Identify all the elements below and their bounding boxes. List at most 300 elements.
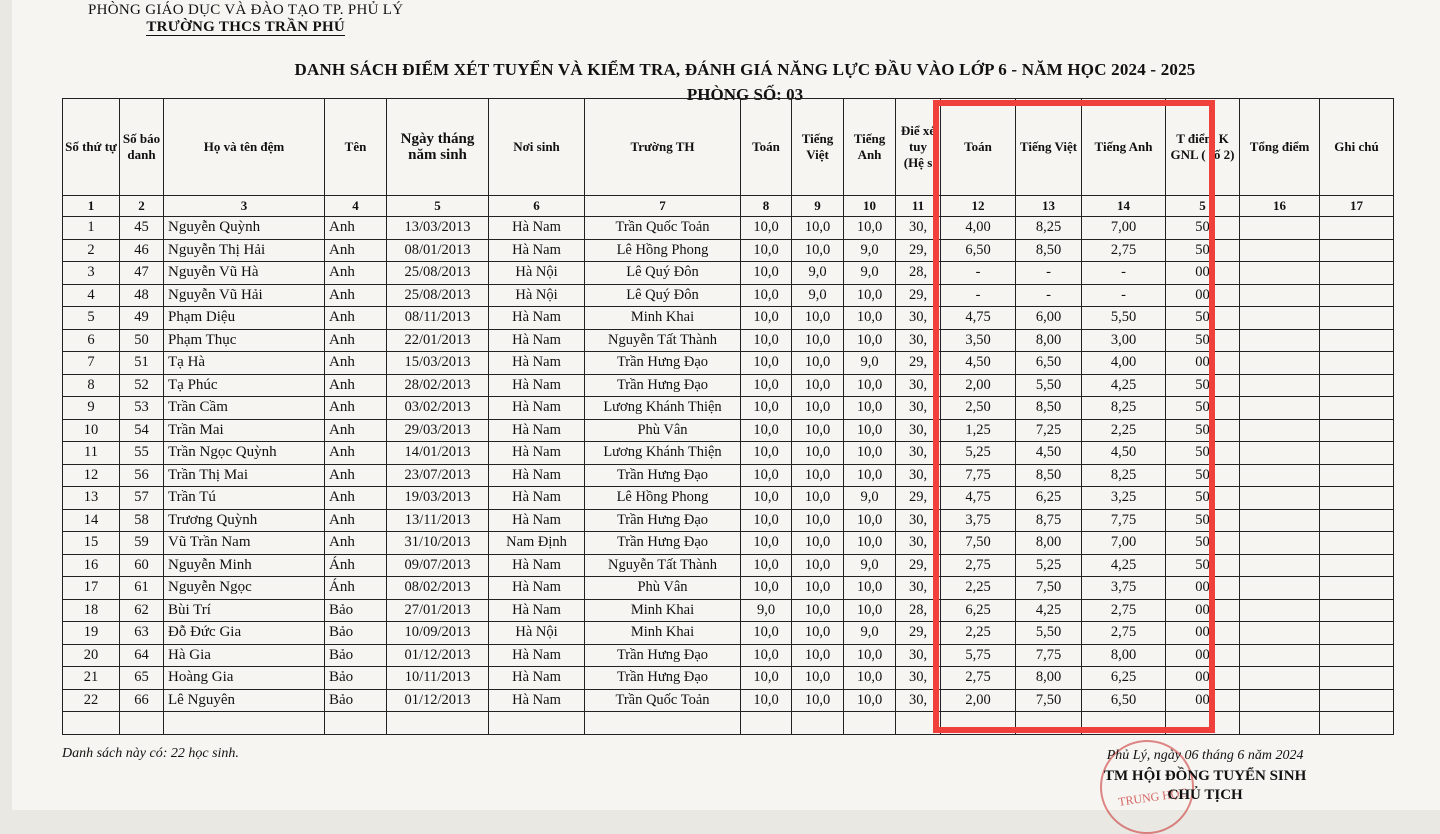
cell-ten: Anh (325, 352, 387, 375)
signature-block (1104, 748, 1306, 804)
table-row (63, 419, 1394, 442)
cell-ghi-chu (1320, 307, 1394, 330)
cell-tieng-anh: 10,0 (844, 667, 896, 690)
cell-ten: Anh (325, 374, 387, 397)
cell-sbd: 55 (120, 442, 164, 465)
cell-kt-tieng-viet: 8,00 (1016, 329, 1082, 352)
cell-diem-xet-tuyen: 29, (896, 487, 941, 510)
cell-tieng-viet: 10,0 (792, 397, 844, 420)
cell-truong-th: Nguyễn Tất Thành (585, 329, 741, 352)
cell-ghi-chu (1320, 622, 1394, 645)
cell-ngay-sinh: 23/07/2013 (387, 464, 489, 487)
cell-truong-th: Lê Hồng Phong (585, 239, 741, 262)
cell-ho-ten-dem: Nguyễn Vũ Hải (164, 284, 325, 307)
cell-ten: Bảo (325, 622, 387, 645)
blank-cell (1320, 712, 1394, 735)
column-number: 8 (741, 196, 792, 217)
cell-ghi-chu (1320, 599, 1394, 622)
cell-ho-ten-dem: Nguyễn Ngọc (164, 577, 325, 600)
cell-toan: 10,0 (741, 442, 792, 465)
cell-ten: Anh (325, 464, 387, 487)
cell-kt-toan: 4,50 (941, 352, 1016, 375)
cell-tieng-viet: 10,0 (792, 689, 844, 712)
cell-ten: Bảo (325, 689, 387, 712)
cell-ten: Anh (325, 239, 387, 262)
table-row (63, 667, 1394, 690)
cell-kt-toan: 6,25 (941, 599, 1016, 622)
cell-tong-diem (1240, 329, 1320, 352)
cell-sbd: 52 (120, 374, 164, 397)
cell-kt-tieng-anh: 7,75 (1082, 509, 1166, 532)
cell-ho-ten-dem: Nguyễn Vũ Hà (164, 262, 325, 285)
cell-tieng-anh: 10,0 (844, 644, 896, 667)
cell-noi-sinh: Hà Nam (489, 487, 585, 510)
cell-tong-diem-kt: 00 (1166, 352, 1240, 375)
cell-ghi-chu (1320, 239, 1394, 262)
cell-tong-diem (1240, 577, 1320, 600)
cell-tong-diem-kt: 50 (1166, 554, 1240, 577)
cell-kt-tieng-viet: 8,50 (1016, 239, 1082, 262)
cell-ten: Ánh (325, 554, 387, 577)
cell-kt-tieng-viet: 8,25 (1016, 217, 1082, 240)
cell-ho-ten-dem: Trần Mai (164, 419, 325, 442)
cell-diem-xet-tuyen: 30, (896, 667, 941, 690)
cell-sbd: 66 (120, 689, 164, 712)
cell-toan: 10,0 (741, 284, 792, 307)
cell-toan: 10,0 (741, 487, 792, 510)
cell-ngay-sinh: 28/02/2013 (387, 374, 489, 397)
cell-tong-diem (1240, 644, 1320, 667)
cell-noi-sinh: Hà Nam (489, 352, 585, 375)
cell-sbd: 65 (120, 667, 164, 690)
cell-tong-diem (1240, 554, 1320, 577)
cell-diem-xet-tuyen: 30, (896, 374, 941, 397)
cell-ghi-chu (1320, 374, 1394, 397)
blank-cell (1016, 712, 1082, 735)
cell-ten: Anh (325, 509, 387, 532)
cell-truong-th: Lương Khánh Thiện (585, 397, 741, 420)
table-row (63, 262, 1394, 285)
cell-tieng-anh: 10,0 (844, 374, 896, 397)
cell-stt: 20 (63, 644, 120, 667)
cell-toan: 10,0 (741, 689, 792, 712)
table-row (63, 217, 1394, 240)
cell-toan: 10,0 (741, 329, 792, 352)
cell-diem-xet-tuyen: 30, (896, 532, 941, 555)
school-name: TRƯỜNG THCS TRẦN PHÚ (146, 19, 346, 35)
cell-truong-th: Phù Vân (585, 577, 741, 600)
student-count-note: Danh sách này có: 22 học sinh. (62, 746, 239, 761)
cell-toan: 10,0 (741, 307, 792, 330)
cell-kt-toan: 2,75 (941, 554, 1016, 577)
cell-ho-ten-dem: Trần Cầm (164, 397, 325, 420)
cell-ho-ten-dem: Hà Gia (164, 644, 325, 667)
cell-ngay-sinh: 29/03/2013 (387, 419, 489, 442)
cell-ghi-chu (1320, 554, 1394, 577)
cell-truong-th: Trần Hưng Đạo (585, 509, 741, 532)
cell-truong-th: Trần Quốc Toản (585, 217, 741, 240)
cell-ten: Anh (325, 262, 387, 285)
cell-tong-diem-kt: 50 (1166, 239, 1240, 262)
cell-tieng-anh: 10,0 (844, 577, 896, 600)
cell-tong-diem-kt: 50 (1166, 217, 1240, 240)
cell-kt-tieng-anh: 8,25 (1082, 464, 1166, 487)
cell-ghi-chu (1320, 262, 1394, 285)
column-number: 2 (120, 196, 164, 217)
cell-tieng-anh: 10,0 (844, 329, 896, 352)
cell-truong-th: Minh Khai (585, 599, 741, 622)
column-number: 16 (1240, 196, 1320, 217)
cell-noi-sinh: Hà Nam (489, 667, 585, 690)
cell-kt-tieng-viet: 8,75 (1016, 509, 1082, 532)
cell-toan: 10,0 (741, 577, 792, 600)
cell-diem-xet-tuyen: 30, (896, 397, 941, 420)
cell-tong-diem-kt: 00 (1166, 622, 1240, 645)
department-name: PHÒNG GIÁO DỤC VÀ ĐÀO TẠO TP. PHỦ LÝ (88, 2, 404, 18)
cell-kt-tieng-anh: 4,50 (1082, 442, 1166, 465)
cell-kt-tieng-anh: 8,25 (1082, 397, 1166, 420)
column-number: 10 (844, 196, 896, 217)
cell-tong-diem (1240, 262, 1320, 285)
table-row (63, 329, 1394, 352)
cell-stt: 12 (63, 464, 120, 487)
table-row (63, 532, 1394, 555)
cell-truong-th: Lê Quý Đôn (585, 284, 741, 307)
table-row (63, 554, 1394, 577)
cell-tieng-viet: 10,0 (792, 464, 844, 487)
cell-tong-diem-kt: 50 (1166, 419, 1240, 442)
cell-tieng-anh: 10,0 (844, 509, 896, 532)
cell-ho-ten-dem: Trần Ngọc Quỳnh (164, 442, 325, 465)
cell-stt: 11 (63, 442, 120, 465)
col-header-diem-xet-tuyen: Điể xé tuy (Hệ s (896, 99, 941, 196)
cell-ngay-sinh: 25/08/2013 (387, 262, 489, 285)
table-row (63, 577, 1394, 600)
cell-kt-toan: 2,75 (941, 667, 1016, 690)
cell-tong-diem-kt: 50 (1166, 509, 1240, 532)
cell-toan: 10,0 (741, 644, 792, 667)
cell-stt: 21 (63, 667, 120, 690)
cell-ho-ten-dem: Tạ Hà (164, 352, 325, 375)
cell-diem-xet-tuyen: 28, (896, 262, 941, 285)
table-row (63, 442, 1394, 465)
col-header-sbd: Số báo danh (120, 99, 164, 196)
cell-tong-diem (1240, 532, 1320, 555)
cell-truong-th: Lê Quý Đôn (585, 262, 741, 285)
cell-kt-tieng-viet: 8,50 (1016, 464, 1082, 487)
cell-stt: 7 (63, 352, 120, 375)
cell-tong-diem (1240, 599, 1320, 622)
cell-ngay-sinh: 31/10/2013 (387, 532, 489, 555)
cell-noi-sinh: Hà Nội (489, 622, 585, 645)
cell-kt-toan: 2,50 (941, 397, 1016, 420)
cell-noi-sinh: Hà Nam (489, 374, 585, 397)
blank-cell (1082, 712, 1166, 735)
blank-cell (120, 712, 164, 735)
cell-tieng-anh: 10,0 (844, 284, 896, 307)
cell-tong-diem-kt: 50 (1166, 307, 1240, 330)
cell-kt-tieng-viet: 4,50 (1016, 442, 1082, 465)
column-number: 11 (896, 196, 941, 217)
cell-ten: Bảo (325, 599, 387, 622)
cell-ghi-chu (1320, 509, 1394, 532)
cell-kt-tieng-viet: 8,50 (1016, 397, 1082, 420)
cell-kt-tieng-viet: 8,00 (1016, 532, 1082, 555)
room-number: PHÒNG SỐ: 03 (686, 85, 804, 104)
col-header-tong-diem: Tổng điểm (1240, 99, 1320, 196)
cell-ten: Anh (325, 307, 387, 330)
col-header-ho-ten-dem: Họ và tên đệm (164, 99, 325, 196)
cell-kt-tieng-viet: 6,50 (1016, 352, 1082, 375)
cell-tong-diem (1240, 307, 1320, 330)
cell-kt-toan: 3,75 (941, 509, 1016, 532)
cell-kt-tieng-viet: 6,25 (1016, 487, 1082, 510)
table-row (63, 487, 1394, 510)
cell-ghi-chu (1320, 487, 1394, 510)
cell-kt-toan: 3,50 (941, 329, 1016, 352)
cell-tong-diem-kt: 00 (1166, 599, 1240, 622)
col-header-tieng-anh: Tiếng Anh (844, 99, 896, 196)
cell-tong-diem (1240, 352, 1320, 375)
cell-ghi-chu (1320, 464, 1394, 487)
cell-tieng-viet: 10,0 (792, 622, 844, 645)
cell-ngay-sinh: 19/03/2013 (387, 487, 489, 510)
cell-sbd: 56 (120, 464, 164, 487)
col-header-tieng-viet: Tiếng Việt (792, 99, 844, 196)
cell-tieng-viet: 10,0 (792, 442, 844, 465)
cell-stt: 6 (63, 329, 120, 352)
blank-cell (941, 712, 1016, 735)
cell-kt-tieng-anh: 3,25 (1082, 487, 1166, 510)
cell-tong-diem (1240, 239, 1320, 262)
table-row (63, 509, 1394, 532)
cell-kt-tieng-anh: 7,00 (1082, 217, 1166, 240)
cell-ngay-sinh: 01/12/2013 (387, 689, 489, 712)
score-table (62, 98, 1394, 735)
cell-sbd: 46 (120, 239, 164, 262)
cell-ho-ten-dem: Phạm Diệu (164, 307, 325, 330)
cell-tong-diem-kt: 50 (1166, 532, 1240, 555)
cell-stt: 15 (63, 532, 120, 555)
column-number: 1 (63, 196, 120, 217)
cell-ghi-chu (1320, 397, 1394, 420)
cell-tieng-viet: 10,0 (792, 307, 844, 330)
cell-ho-ten-dem: Nguyễn Quỳnh (164, 217, 325, 240)
cell-truong-th: Trần Hưng Đạo (585, 532, 741, 555)
cell-sbd: 63 (120, 622, 164, 645)
cell-ho-ten-dem: Trần Thị Mai (164, 464, 325, 487)
cell-kt-tieng-anh: - (1082, 284, 1166, 307)
cell-tong-diem (1240, 397, 1320, 420)
col-header-kt-tieng-anh: Tiếng Anh (1082, 99, 1166, 196)
cell-ngay-sinh: 08/01/2013 (387, 239, 489, 262)
column-number: 3 (164, 196, 325, 217)
cell-ho-ten-dem: Nguyễn Thị Hải (164, 239, 325, 262)
cell-ten: Anh (325, 329, 387, 352)
cell-sbd: 64 (120, 644, 164, 667)
cell-sbd: 54 (120, 419, 164, 442)
cell-toan: 10,0 (741, 374, 792, 397)
cell-kt-toan: - (941, 262, 1016, 285)
cell-toan: 10,0 (741, 239, 792, 262)
cell-kt-tieng-anh: 2,75 (1082, 622, 1166, 645)
cell-ten: Bảo (325, 667, 387, 690)
cell-ngay-sinh: 25/08/2013 (387, 284, 489, 307)
cell-toan: 10,0 (741, 667, 792, 690)
cell-ten: Ánh (325, 577, 387, 600)
cell-kt-tieng-anh: - (1082, 262, 1166, 285)
cell-sbd: 61 (120, 577, 164, 600)
cell-kt-tieng-anh: 4,25 (1082, 374, 1166, 397)
cell-ho-ten-dem: Vũ Trần Nam (164, 532, 325, 555)
cell-noi-sinh: Hà Nam (489, 442, 585, 465)
cell-toan: 9,0 (741, 599, 792, 622)
cell-tieng-anh: 10,0 (844, 532, 896, 555)
cell-toan: 10,0 (741, 419, 792, 442)
cell-tieng-viet: 10,0 (792, 239, 844, 262)
cell-stt: 2 (63, 239, 120, 262)
cell-diem-xet-tuyen: 29, (896, 622, 941, 645)
cell-kt-tieng-viet: 8,00 (1016, 667, 1082, 690)
cell-truong-th: Phù Vân (585, 419, 741, 442)
column-number: 12 (941, 196, 1016, 217)
cell-truong-th: Lương Khánh Thiện (585, 442, 741, 465)
cell-ngay-sinh: 22/01/2013 (387, 329, 489, 352)
cell-toan: 10,0 (741, 622, 792, 645)
cell-kt-tieng-anh: 8,00 (1082, 644, 1166, 667)
cell-tieng-viet: 10,0 (792, 352, 844, 375)
cell-sbd: 58 (120, 509, 164, 532)
column-number: 13 (1016, 196, 1082, 217)
cell-kt-tieng-viet: 7,50 (1016, 577, 1082, 600)
cell-tong-diem (1240, 374, 1320, 397)
cell-toan: 10,0 (741, 262, 792, 285)
cell-noi-sinh: Hà Nam (489, 554, 585, 577)
cell-stt: 3 (63, 262, 120, 285)
cell-kt-tieng-viet: 5,25 (1016, 554, 1082, 577)
score-table-body (63, 217, 1394, 735)
chair-title: CHỦ TỊCH (1167, 787, 1243, 803)
cell-ho-ten-dem: Trương Quỳnh (164, 509, 325, 532)
cell-ho-ten-dem: Nguyễn Minh (164, 554, 325, 577)
cell-ghi-chu (1320, 532, 1394, 555)
cell-kt-tieng-viet: 4,25 (1016, 599, 1082, 622)
cell-ho-ten-dem: Đỗ Đức Gia (164, 622, 325, 645)
table-row (63, 352, 1394, 375)
issuer-block (88, 2, 403, 36)
cell-ngay-sinh: 15/03/2013 (387, 352, 489, 375)
cell-kt-tieng-anh: 3,75 (1082, 577, 1166, 600)
cell-noi-sinh: Hà Nam (489, 329, 585, 352)
cell-tong-diem (1240, 284, 1320, 307)
cell-diem-xet-tuyen: 30, (896, 217, 941, 240)
blank-cell (63, 712, 120, 735)
cell-tieng-anh: 9,0 (844, 622, 896, 645)
cell-ghi-chu (1320, 352, 1394, 375)
cell-sbd: 50 (120, 329, 164, 352)
cell-kt-toan: 2,00 (941, 374, 1016, 397)
cell-ten: Anh (325, 442, 387, 465)
cell-ho-ten-dem: Bùi Trí (164, 599, 325, 622)
cell-ngay-sinh: 13/11/2013 (387, 509, 489, 532)
cell-ghi-chu (1320, 577, 1394, 600)
blank-cell (325, 712, 387, 735)
column-number: 7 (585, 196, 741, 217)
cell-toan: 10,0 (741, 397, 792, 420)
cell-ghi-chu (1320, 217, 1394, 240)
cell-tieng-anh: 10,0 (844, 599, 896, 622)
cell-kt-toan: 4,00 (941, 217, 1016, 240)
cell-diem-xet-tuyen: 30, (896, 442, 941, 465)
cell-stt: 19 (63, 622, 120, 645)
cell-sbd: 57 (120, 487, 164, 510)
cell-tieng-viet: 10,0 (792, 667, 844, 690)
cell-tieng-viet: 10,0 (792, 644, 844, 667)
cell-tong-diem-kt: 00 (1166, 262, 1240, 285)
cell-tieng-viet: 10,0 (792, 532, 844, 555)
cell-truong-th: Trần Hưng Đạo (585, 667, 741, 690)
cell-truong-th: Trần Hưng Đạo (585, 464, 741, 487)
col-header-ghi-chu: Ghi chú (1320, 99, 1394, 196)
cell-diem-xet-tuyen: 29, (896, 284, 941, 307)
table-row (63, 464, 1394, 487)
cell-noi-sinh: Hà Nam (489, 599, 585, 622)
cell-tong-diem-kt: 50 (1166, 397, 1240, 420)
cell-ghi-chu (1320, 419, 1394, 442)
cell-kt-toan: 4,75 (941, 487, 1016, 510)
cell-noi-sinh: Hà Nội (489, 262, 585, 285)
cell-tieng-anh: 9,0 (844, 239, 896, 262)
cell-ngay-sinh: 14/01/2013 (387, 442, 489, 465)
column-number: 14 (1082, 196, 1166, 217)
cell-tieng-anh: 10,0 (844, 217, 896, 240)
col-header-noi-sinh: Nơi sinh (489, 99, 585, 196)
cell-kt-tieng-anh: 4,25 (1082, 554, 1166, 577)
cell-ten: Anh (325, 217, 387, 240)
table-row (63, 374, 1394, 397)
blank-row (63, 712, 1394, 735)
blank-cell (844, 712, 896, 735)
cell-truong-th: Trần Hưng Đạo (585, 644, 741, 667)
cell-kt-tieng-anh: 2,75 (1082, 599, 1166, 622)
cell-tieng-anh: 9,0 (844, 262, 896, 285)
cell-noi-sinh: Hà Nam (489, 509, 585, 532)
cell-ten: Anh (325, 532, 387, 555)
cell-noi-sinh: Hà Nam (489, 464, 585, 487)
cell-diem-xet-tuyen: 30, (896, 419, 941, 442)
blank-cell (792, 712, 844, 735)
cell-ho-ten-dem: Lê Nguyên (164, 689, 325, 712)
cell-ghi-chu (1320, 644, 1394, 667)
cell-tong-diem-kt: 50 (1166, 487, 1240, 510)
col-header-ngay-sinh: Ngày tháng năm sinh (387, 99, 489, 196)
cell-sbd: 45 (120, 217, 164, 240)
cell-sbd: 51 (120, 352, 164, 375)
table-row (63, 307, 1394, 330)
cell-tieng-anh: 10,0 (844, 464, 896, 487)
column-number: 5 (1166, 196, 1240, 217)
cell-tieng-anh: 10,0 (844, 419, 896, 442)
cell-kt-toan: - (941, 284, 1016, 307)
table-row (63, 284, 1394, 307)
cell-truong-th: Trần Hưng Đạo (585, 352, 741, 375)
cell-tieng-viet: 10,0 (792, 419, 844, 442)
column-number: 17 (1320, 196, 1394, 217)
cell-ngay-sinh: 08/02/2013 (387, 577, 489, 600)
cell-tieng-anh: 10,0 (844, 307, 896, 330)
blank-cell (387, 712, 489, 735)
cell-ho-ten-dem: Trần Tú (164, 487, 325, 510)
